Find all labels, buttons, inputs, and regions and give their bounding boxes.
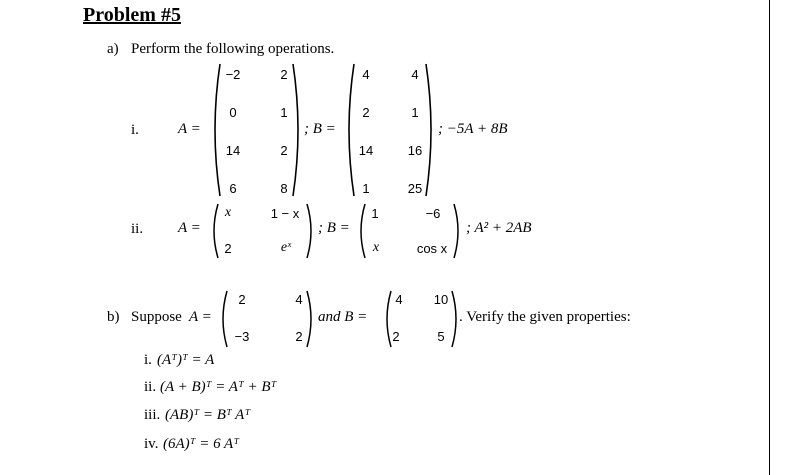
matrix-a-cell: 2 bbox=[280, 67, 288, 82]
matrix-pb-b-cell: 10 bbox=[433, 292, 449, 307]
matrix-b-right-paren bbox=[424, 62, 436, 198]
part-b-verify: . Verify the given properties: bbox=[459, 309, 631, 325]
part-b-label: b) bbox=[107, 309, 120, 325]
property-number: i. bbox=[144, 352, 152, 368]
matrix-b-cell: 16 bbox=[407, 143, 423, 158]
matrix-a2-cell: x bbox=[224, 205, 232, 220]
part-b-b-label: and B = bbox=[318, 309, 368, 325]
matrix-b-cell: 25 bbox=[407, 181, 423, 196]
matrix-b2-cell: −6 bbox=[425, 206, 441, 221]
matrix-a-cell: 1 bbox=[280, 105, 288, 120]
matrix-a-cell: −2 bbox=[225, 67, 241, 82]
matrix-b2-cell: x bbox=[372, 240, 380, 255]
part-b-a-label: A = bbox=[189, 309, 212, 325]
property-expression: (6A)ᵀ = 6 Aᵀ bbox=[163, 436, 240, 452]
matrix-a-left-paren bbox=[210, 62, 222, 198]
matrix-b-cell: 2 bbox=[362, 105, 370, 120]
item-ii-operation: ; A² + 2AB bbox=[466, 220, 532, 236]
part-b-intro: Suppose bbox=[131, 309, 182, 325]
matrix-b-cell: 4 bbox=[411, 67, 419, 82]
item-i-operation: ; −5A + 8B bbox=[438, 121, 508, 137]
matrix-b-cell: 1 bbox=[411, 105, 419, 120]
matrix-a2-cell: 1 − x bbox=[270, 206, 300, 221]
matrix-b2-cell: 1 bbox=[371, 206, 379, 221]
matrix-b2-right-paren bbox=[452, 202, 462, 260]
item-i-b-label: ; B = bbox=[304, 121, 336, 137]
property-expression: (Aᵀ)ᵀ = A bbox=[157, 352, 215, 368]
item-ii-b-label: ; B = bbox=[318, 220, 350, 236]
property-number: iv. bbox=[144, 436, 159, 452]
matrix-pb-b-cell: 2 bbox=[392, 329, 400, 344]
item-ii-label: ii. bbox=[131, 221, 144, 237]
matrix-pb-b-cell: 4 bbox=[395, 292, 403, 307]
part-a-label: a) bbox=[107, 41, 119, 57]
property-expression: (A + B)ᵀ = Aᵀ + Bᵀ bbox=[160, 379, 277, 395]
matrix-a-right-paren bbox=[291, 62, 303, 198]
matrix-pb-a-cell: 2 bbox=[295, 329, 303, 344]
matrix-b-cell: 1 bbox=[362, 181, 370, 196]
matrix-b-cell: 4 bbox=[362, 67, 370, 82]
item-ii-a-label: A = bbox=[178, 220, 201, 236]
item-i-a-label: A = bbox=[178, 121, 201, 137]
matrix-a-cell: 0 bbox=[229, 105, 237, 120]
property-expression: (AB)ᵀ = Bᵀ Aᵀ bbox=[165, 407, 251, 423]
matrix-pb-b-cell: 5 bbox=[437, 329, 445, 344]
matrix-pb-a-right-paren bbox=[305, 289, 315, 349]
matrix-b-cell: 14 bbox=[358, 143, 374, 158]
part-a-instruction: Perform the following operations. bbox=[131, 41, 335, 57]
matrix-b-left-paren bbox=[344, 62, 356, 198]
problem-title: Problem #5 bbox=[83, 4, 181, 26]
page-border-right bbox=[769, 0, 770, 475]
item-i-label: i. bbox=[131, 122, 139, 138]
matrix-b2-cell: cos x bbox=[416, 241, 448, 256]
matrix-a2-cell: eˣ bbox=[280, 240, 292, 255]
property-number: iii. bbox=[144, 407, 161, 423]
matrix-a-cell: 14 bbox=[225, 143, 241, 158]
property-number: ii. bbox=[144, 379, 157, 395]
matrix-a-cell: 8 bbox=[280, 181, 288, 196]
matrix-a2-cell: 2 bbox=[224, 241, 232, 256]
matrix-pb-a-cell: 4 bbox=[295, 292, 303, 307]
matrix-pb-a-cell: −3 bbox=[234, 329, 250, 344]
matrix-a-cell: 6 bbox=[229, 181, 237, 196]
matrix-pb-a-cell: 2 bbox=[238, 292, 246, 307]
matrix-a-cell: 2 bbox=[280, 143, 288, 158]
matrix-a2-right-paren bbox=[305, 202, 315, 260]
